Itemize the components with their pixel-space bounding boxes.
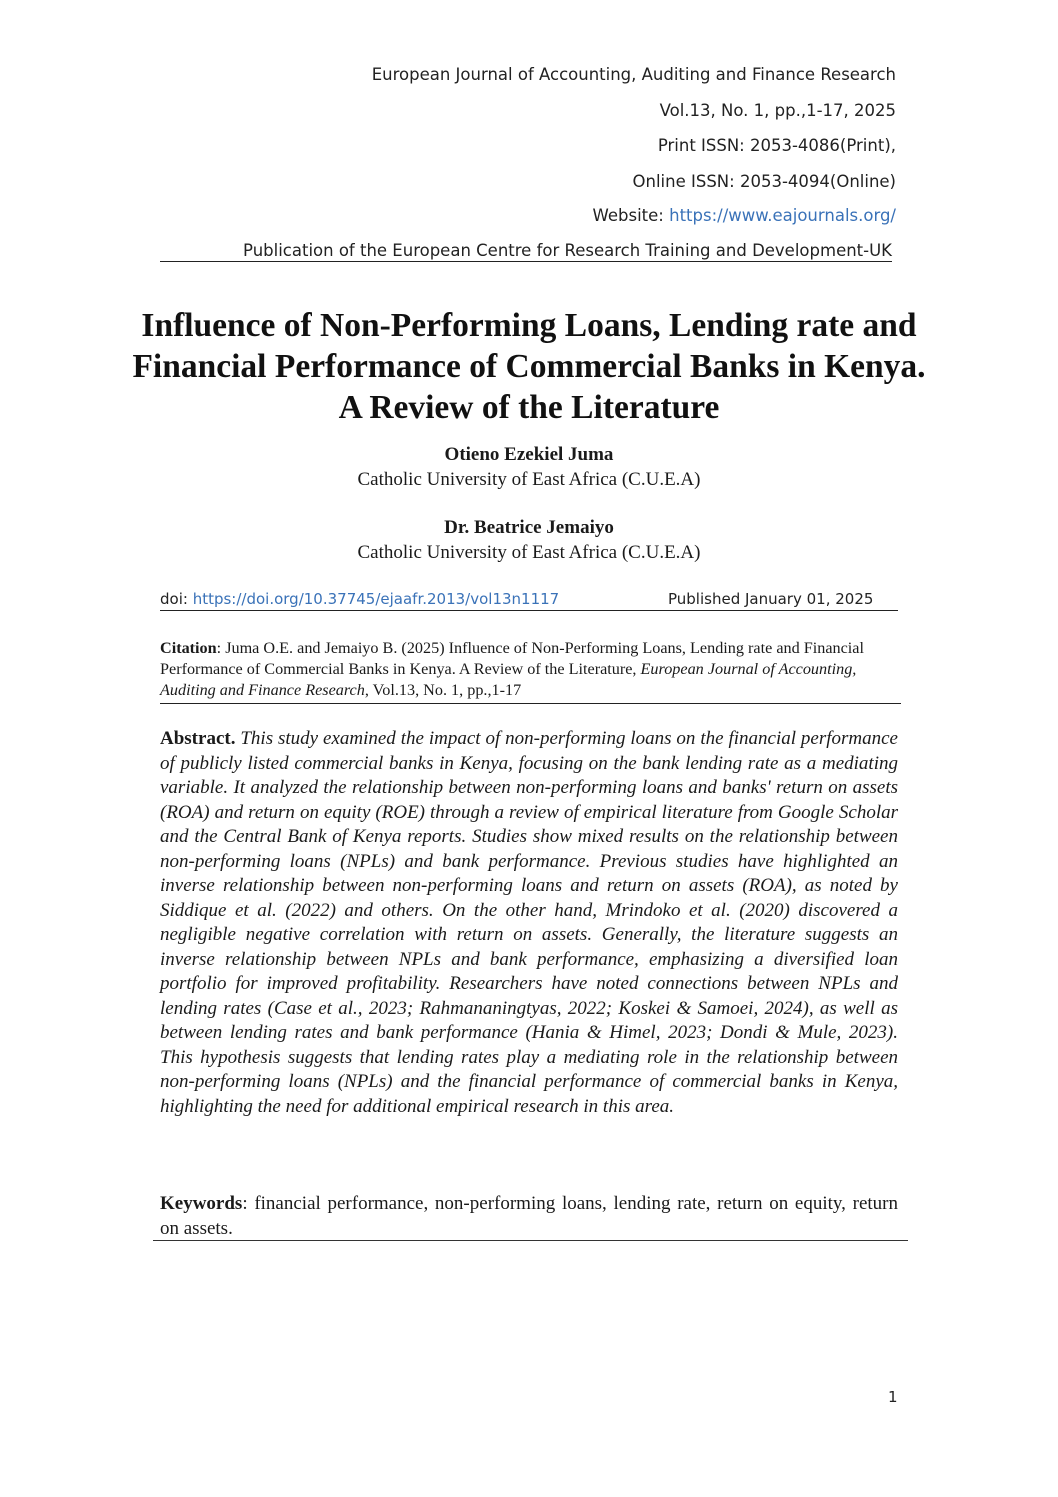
author-name: Otieno Ezekiel Juma [444, 444, 614, 465]
website-label: Website: [592, 206, 670, 225]
doi-line [160, 590, 898, 611]
citation-tail: , Vol.13, No. 1, pp.,1-17 [364, 681, 522, 699]
author-block-2 [160, 515, 898, 565]
section-divider [153, 1240, 908, 1241]
print-issn: Print ISSN: 2053-4086(Print), [657, 136, 896, 155]
keywords-label: Keywords [160, 1193, 243, 1214]
citation-journal: European Journal of Accounting, Auditing and Finance Research [160, 660, 857, 699]
website-link[interactable]: https://www.eajournals.org/ [669, 206, 896, 225]
author-affiliation: Catholic University of East Africa (C.U.E.A) [357, 469, 701, 490]
abstract-label: Abstract. [160, 728, 236, 749]
abstract-text: This study examined the impact of non-performing loans on the financial performance of publicly listed commercial banks in Kenya, focusing on the bank lending rate as a mediating variable. It analyzed the relationship between non-performing loans and banks' return on assets (ROA) and return on equity (ROE) through a review of empirical literature from Google Scholar and the Central Bank of Kenya reports. Studies show mixed results on the relationship between non-performing loans (NPLs) and bank performance. Previous studies have highlighted an inverse relationship between non-performing loans and return on assets (ROA), as noted by Siddique et al. (2022) and others. On the other hand, Mrindoko et al. (2020) discovered a negligible negative correlation with return on assets. Generally, the literature suggests an inverse relationship between NPLs and bank performance, emphasizing a diversified loan portfolio for improved profitability. Researchers have noted connections between NPLs and lending rates (Case et al., 2023; Rahmananingtyas, 2022; Koskei & Samoei, 2024), as well as between lending rates and bank performance (Hania & Himel, 2023; Dondi & Mule, 2023). This hypothesis suggests that lending rates play a mediating role in the relationship between non-performing loans (NPLs) and the financial performance of commercial banks in Kenya, highlighting the need for additional empirical research in this area. [160, 728, 898, 1117]
author-affiliation: Catholic University of East Africa (C.U.E.A) [357, 542, 701, 563]
abstract [160, 727, 898, 1119]
doi-link[interactable]: https://doi.org/10.37745/ejaafr.2013/vol13n1117 [192, 590, 560, 608]
published-date: Published January 01, 2025 [668, 590, 874, 608]
citation [160, 638, 901, 704]
author-name: Dr. Beatrice Jemaiyo [444, 517, 614, 538]
keywords-text: : financial performance, non-performing loans, lending rate, return on equity, return on assets. [160, 1193, 898, 1239]
volume-info: Vol.13, No. 1, pp.,1-17, 2025 [659, 101, 896, 120]
keywords [160, 1192, 898, 1241]
paper-title: Influence of Non-Performing Loans, Lending rate and Financial Performance of Commercial Banks in Kenya. A Review of the Literature [132, 307, 926, 426]
doi-label: doi: [160, 590, 193, 608]
citation-text: : Juma O.E. and Jemaiyo B. (2025) Influence of Non-Performing Loans, Lending rate and Financial Performance of Commercial Banks in Kenya. A Review of the Literature, [160, 639, 864, 678]
website-line [593, 206, 896, 225]
author-block-1 [160, 442, 898, 492]
journal-name: European Journal of Accounting, Auditing and Finance Research [371, 65, 896, 84]
publisher-line: Publication of the European Centre for Research Training and Development-UK [160, 241, 892, 262]
citation-label: Citation [160, 639, 217, 657]
page-number: 1 [888, 1388, 898, 1406]
online-issn: Online ISSN: 2053-4094(Online) [632, 172, 896, 191]
